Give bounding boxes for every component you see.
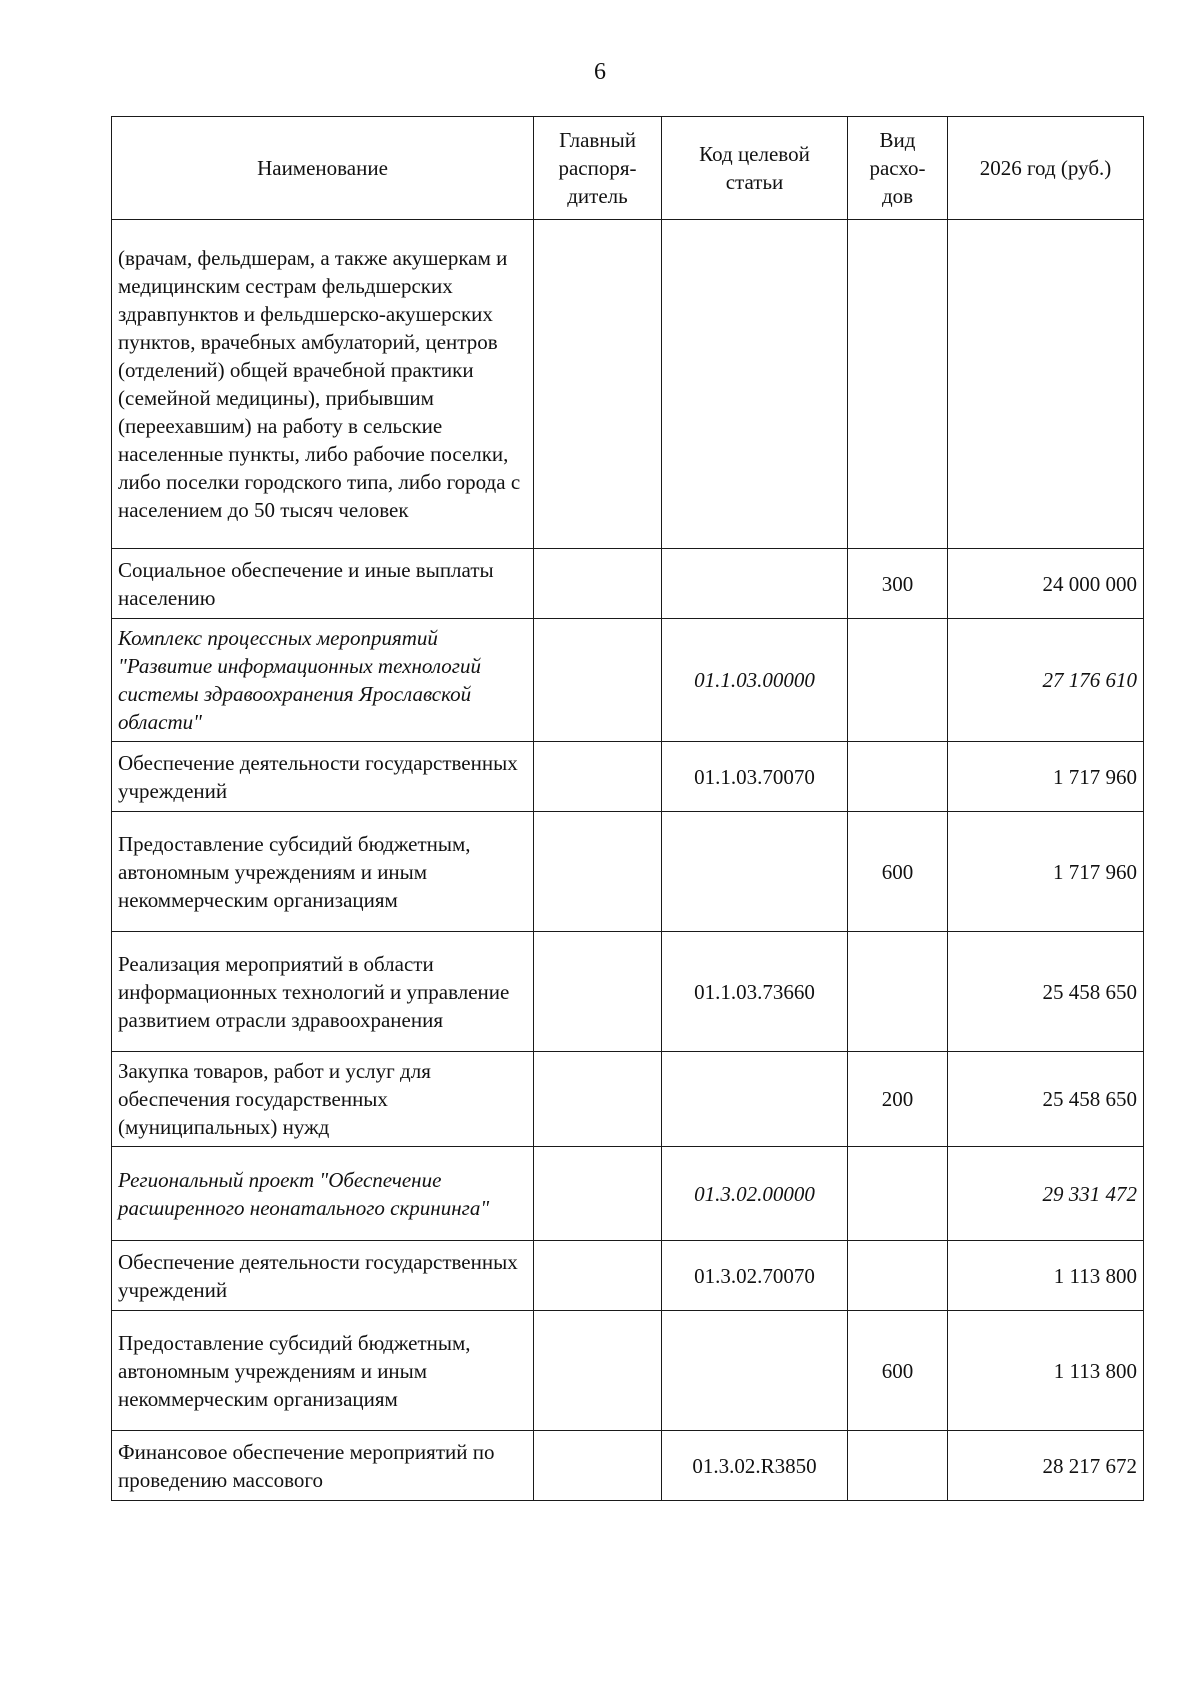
table-row	[112, 1241, 1144, 1311]
cell-kind: 300	[848, 549, 948, 619]
cell-manager	[534, 932, 662, 1052]
cell-kind	[848, 1241, 948, 1311]
table-row	[112, 1147, 1144, 1241]
cell-kind: 200	[848, 1052, 948, 1147]
cell-kind: 600	[848, 1311, 948, 1431]
cell-code	[662, 1311, 848, 1431]
cell-amount: 1 113 800	[948, 1241, 1144, 1311]
header-manager: Главный распоря-дитель	[534, 117, 662, 220]
table-row	[112, 220, 1144, 549]
cell-code: 01.3.02.R3850	[662, 1431, 848, 1501]
cell-amount: 28 217 672	[948, 1431, 1144, 1501]
cell-kind	[848, 220, 948, 549]
cell-amount: 25 458 650	[948, 1052, 1144, 1147]
cell-amount: 1 113 800	[948, 1311, 1144, 1431]
header-kind: Вид расхо-дов	[848, 117, 948, 220]
table-row	[112, 1431, 1144, 1501]
cell-amount: 24 000 000	[948, 549, 1144, 619]
header-name: Наименование	[112, 117, 534, 220]
cell-manager	[534, 1052, 662, 1147]
cell-manager	[534, 619, 662, 742]
cell-code: 01.1.03.73660	[662, 932, 848, 1052]
cell-code: 01.3.02.70070	[662, 1241, 848, 1311]
cell-code: 01.3.02.00000	[662, 1147, 848, 1241]
cell-code: 01.1.03.70070	[662, 742, 848, 812]
budget-table	[111, 116, 1144, 1501]
cell-kind	[848, 1431, 948, 1501]
cell-code	[662, 220, 848, 549]
cell-code	[662, 1052, 848, 1147]
table-row	[112, 619, 1144, 742]
table-header	[112, 117, 1144, 220]
cell-amount: 1 717 960	[948, 812, 1144, 932]
cell-amount: 1 717 960	[948, 742, 1144, 812]
cell-kind	[848, 932, 948, 1052]
cell-name: Реализация мероприятий в области информационных технологий и управление развитием отрасли здравоохранения	[112, 932, 534, 1052]
header-amount: 2026 год (руб.)	[948, 117, 1144, 220]
cell-amount	[948, 220, 1144, 549]
cell-manager	[534, 742, 662, 812]
cell-code	[662, 549, 848, 619]
cell-manager	[534, 220, 662, 549]
table-row	[112, 812, 1144, 932]
cell-manager	[534, 549, 662, 619]
cell-amount: 29 331 472	[948, 1147, 1144, 1241]
cell-manager	[534, 812, 662, 932]
table-row	[112, 932, 1144, 1052]
page-number: 6	[594, 59, 606, 85]
cell-code	[662, 812, 848, 932]
cell-name: Предоставление субсидий бюджетным, автономным учреждениям и иным некоммерческим организациям	[112, 812, 534, 932]
cell-name: (врачам, фельдшерам, а также акушеркам и медицинским сестрам фельдшерских здравпунктов и фельдшерско-акушерских пунктов, врачебных амбулаторий, центров (отделений) общей врачебной практики (семейной медицины), прибывшим (переехавшим) на работу в сельские населенные пункты, либо рабочие поселки, либо поселки городского типа, либо города с населением до 50 тысяч человек	[112, 220, 534, 549]
cell-manager	[534, 1241, 662, 1311]
cell-name: Комплекс процессных мероприятий "Развитие информационных технологий системы здравоохранения Ярославской области"	[112, 619, 534, 742]
cell-name: Обеспечение деятельности государственных учреждений	[112, 1241, 534, 1311]
cell-kind	[848, 742, 948, 812]
cell-name: Региональный проект "Обеспечение расширенного неонатального скрининга"	[112, 1147, 534, 1241]
header-row	[112, 117, 1144, 220]
header-code: Код целевой статьи	[662, 117, 848, 220]
cell-kind	[848, 1147, 948, 1241]
cell-name: Обеспечение деятельности государственных учреждений	[112, 742, 534, 812]
table-body	[112, 220, 1144, 1501]
cell-name: Закупка товаров, работ и услуг для обеспечения государственных (муниципальных) нужд	[112, 1052, 534, 1147]
cell-amount: 25 458 650	[948, 932, 1144, 1052]
cell-manager	[534, 1431, 662, 1501]
cell-manager	[534, 1311, 662, 1431]
table-row	[112, 1311, 1144, 1431]
cell-code: 01.1.03.00000	[662, 619, 848, 742]
cell-name: Социальное обеспечение и иные выплаты населению	[112, 549, 534, 619]
cell-amount: 27 176 610	[948, 619, 1144, 742]
cell-name: Финансовое обеспечение мероприятий по проведению массового	[112, 1431, 534, 1501]
cell-manager	[534, 1147, 662, 1241]
table-row	[112, 742, 1144, 812]
table-row	[112, 1052, 1144, 1147]
cell-kind	[848, 619, 948, 742]
cell-name: Предоставление субсидий бюджетным, автономным учреждениям и иным некоммерческим организациям	[112, 1311, 534, 1431]
table-row	[112, 549, 1144, 619]
cell-kind: 600	[848, 812, 948, 932]
